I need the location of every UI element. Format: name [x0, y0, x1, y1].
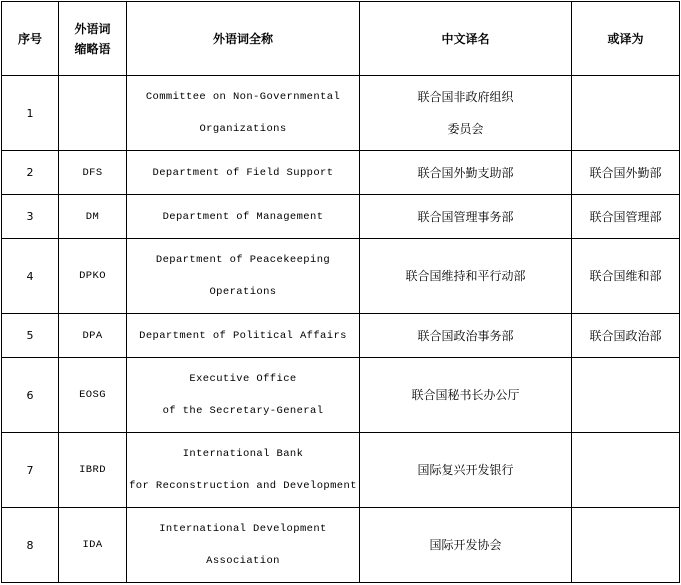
row-chinese-name: 联合国政治事务部 — [360, 314, 572, 358]
header-full-name: 外语词全称 — [127, 2, 360, 76]
header-abbr-line2: 缩略语 — [74, 41, 111, 56]
row-full-name — [127, 239, 360, 314]
row-full-name-line: of the Secretary-General — [162, 405, 324, 417]
row-abbr — [59, 76, 127, 151]
row-full-name — [127, 76, 360, 151]
row-alternative — [572, 76, 680, 151]
row-chinese-name — [360, 76, 572, 151]
row-chinese-name: 国际复兴开发银行 — [360, 433, 572, 508]
row-full-name-line: International Development — [159, 523, 327, 535]
header-chinese-name: 中文译名 — [360, 2, 572, 76]
table-row — [2, 358, 680, 433]
row-full-name-line: Executive Office — [189, 373, 297, 385]
row-full-name-line: for Reconstruction and Development — [129, 480, 357, 492]
table-row — [2, 433, 680, 508]
row-alternative: 联合国政治部 — [572, 314, 680, 358]
header-index: 序号 — [2, 2, 59, 76]
row-full-name — [127, 358, 360, 433]
row-abbr: DPKO — [59, 239, 127, 314]
row-abbr: IDA — [59, 508, 127, 583]
row-full-name-line: Operations — [209, 286, 277, 298]
row-chinese-name: 国际开发协会 — [360, 508, 572, 583]
row-full-name — [127, 508, 360, 583]
row-index: 1 — [2, 76, 59, 151]
table-row — [2, 195, 680, 239]
table-row — [2, 239, 680, 314]
table-row — [2, 508, 680, 583]
row-chinese-name-line: 委员会 — [447, 122, 484, 136]
row-chinese-name: 联合国管理事务部 — [360, 195, 572, 239]
row-alternative — [572, 433, 680, 508]
row-alternative: 联合国管理部 — [572, 195, 680, 239]
row-alternative: 联合国外勤部 — [572, 151, 680, 195]
row-chinese-name-line: 联合国非政府组织 — [417, 90, 514, 104]
row-alternative — [572, 508, 680, 583]
row-chinese-name: 联合国秘书长办公厅 — [360, 358, 572, 433]
row-abbr: DPA — [59, 314, 127, 358]
row-abbr: IBRD — [59, 433, 127, 508]
glossary-table — [1, 1, 680, 583]
row-alternative — [572, 358, 680, 433]
row-chinese-name: 联合国外勤支助部 — [360, 151, 572, 195]
row-index: 6 — [2, 358, 59, 433]
table-row — [2, 76, 680, 151]
row-index: 4 — [2, 239, 59, 314]
row-index: 3 — [2, 195, 59, 239]
row-abbr: EOSG — [59, 358, 127, 433]
table-row — [2, 151, 680, 195]
row-alternative: 联合国维和部 — [572, 239, 680, 314]
row-full-name: Department of Management — [127, 195, 360, 239]
row-index: 8 — [2, 508, 59, 583]
row-full-name-line: Department of Peacekeeping — [155, 254, 331, 266]
row-full-name-line: International Bank — [182, 448, 304, 460]
row-index: 7 — [2, 433, 59, 508]
table-row — [2, 314, 680, 358]
header-row — [2, 2, 680, 76]
header-alternative: 或译为 — [572, 2, 680, 76]
row-full-name: Department of Field Support — [127, 151, 360, 195]
row-abbr: DFS — [59, 151, 127, 195]
header-abbr — [59, 2, 127, 76]
row-full-name-line: Association — [206, 555, 280, 567]
row-index: 5 — [2, 314, 59, 358]
row-full-name: Department of Political Affairs — [127, 314, 360, 358]
row-full-name-line: Committee on Non-Governmental — [145, 91, 341, 103]
row-abbr: DM — [59, 195, 127, 239]
row-full-name-line: Organizations — [199, 123, 287, 135]
header-abbr-line1: 外语词 — [74, 21, 111, 36]
row-index: 2 — [2, 151, 59, 195]
row-chinese-name: 联合国维持和平行动部 — [360, 239, 572, 314]
row-full-name — [127, 433, 360, 508]
